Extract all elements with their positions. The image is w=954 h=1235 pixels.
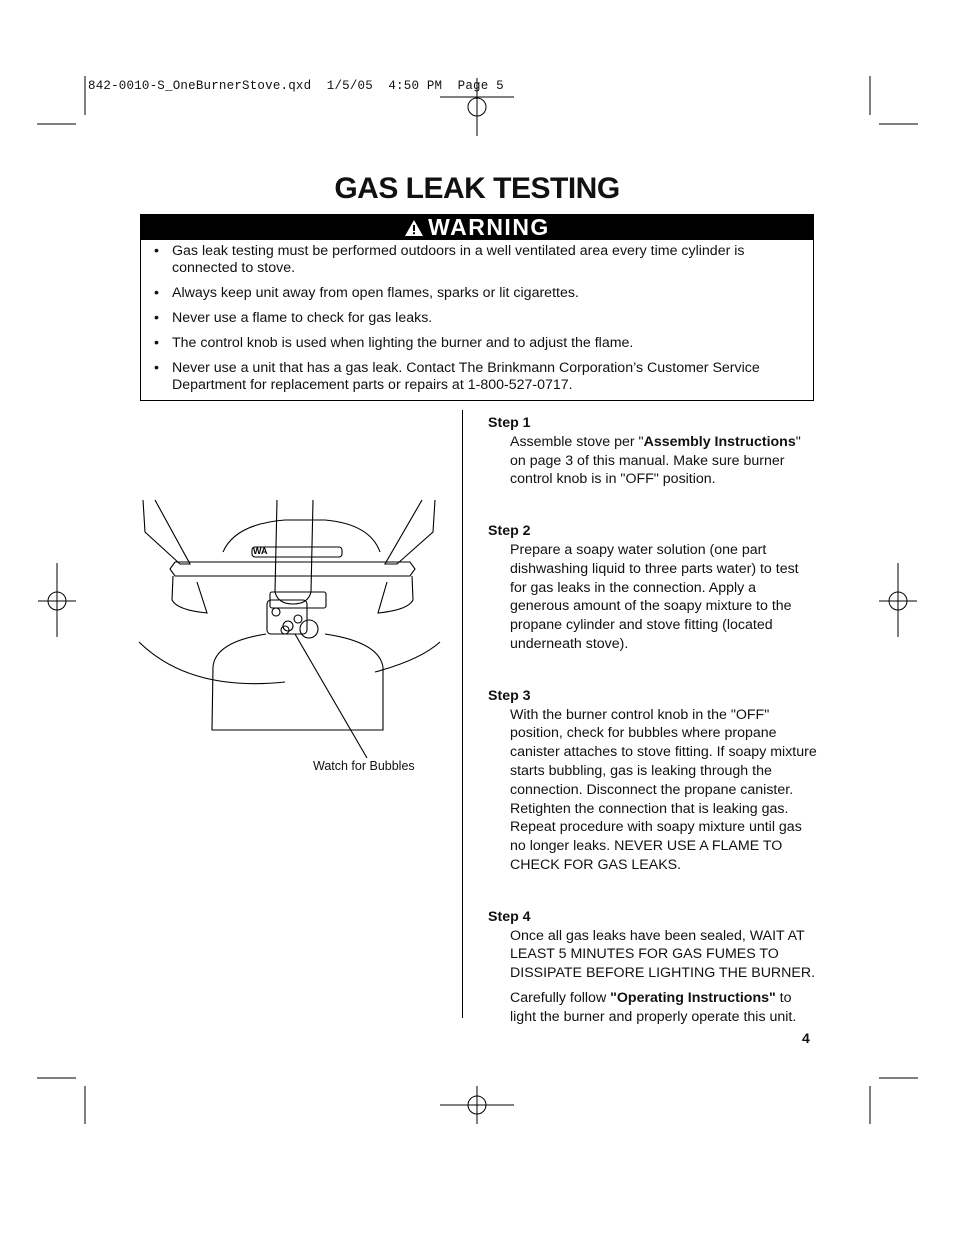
step-text-part: to light the burner and properly operate this unit. (510, 989, 797, 1025)
steps-column (488, 414, 818, 1060)
warning-item: • Never use a unit that has a gas leak. Contact The Brinkmann Corporation’s Customer Service Department for replacement parts or repairs at 1-800-527-0717. (151, 360, 803, 394)
step-3 (488, 687, 818, 875)
file-slug-line: 842-0010-S_OneBurnerStove.qxd 1/5/05 4:50 PM Page 5 (88, 79, 504, 93)
figure-caption: Watch for Bubbles (313, 759, 415, 773)
step-note (488, 989, 818, 1027)
step-2 (488, 522, 818, 654)
warning-item: • Always keep unit away from open flames, sparks or lit cigarettes. (151, 285, 803, 302)
warning-triangle-icon (404, 219, 424, 237)
warning-list (151, 243, 803, 402)
step-text-part: " on page 3 of this manual. Make sure burner control knob is in "OFF" position. (510, 433, 801, 488)
warning-header (141, 215, 813, 240)
step-text-bold: "Operating Instructions" (610, 989, 776, 1006)
step-text: With the burner control knob in the "OFF" position, check for bubbles where propane canister attaches to stove fitting. If soapy mixture starts bubbling, gas is leaking through the connection. Disconnect the propane canister. Retighten the connection that is leaking gas. Repeat procedure with soapy mixture until gas no longer leaks. NEVER USE A FLAME TO CHECK FOR GAS LEAKS. (510, 706, 817, 873)
step-text-part: Carefully follow (510, 989, 611, 1006)
step-text-part: Assemble stove per " (510, 433, 644, 450)
step-text: Once all gas leaks have been sealed, WAIT AT LEAST 5 MINUTES FOR GAS FUMES TO DISSIPATE BEFORE LIGHTING THE BURNER. (510, 927, 816, 982)
step-text-bold: Assembly Instructions (643, 433, 796, 450)
step-4 (488, 908, 818, 1027)
warning-item: • Never use a flame to check for gas leaks. (151, 310, 803, 327)
warning-item: • The control knob is used when lighting the burner and to adjust the flame. (151, 335, 803, 352)
step-heading: Step 4 (488, 908, 531, 925)
warning-item: • Gas leak testing must be performed outdoors in a well ventilated area every time cylinder is connected to stove. (151, 243, 803, 277)
warning-label: WARNING (428, 214, 550, 240)
svg-text:WA: WA (253, 546, 268, 556)
page-number: 4 (802, 1030, 810, 1046)
step-heading: Step 1 (488, 415, 531, 431)
stove-leak-illustration (135, 492, 465, 762)
column-divider (462, 410, 463, 1018)
page-title: GAS LEAK TESTING (334, 172, 620, 205)
step-1 (488, 414, 818, 489)
step-heading: Step 2 (488, 523, 531, 540)
step-heading: Step 3 (488, 687, 531, 704)
step-text: Prepare a soapy water solution (one part dishwashing liquid to three parts water) to test for gas leaks in the connection. Apply a generous amount of the soapy mixture to the propane cylinder and stove fitting (located underneath stove). (510, 541, 799, 652)
step-text (488, 433, 818, 489)
warning-box (140, 214, 814, 401)
